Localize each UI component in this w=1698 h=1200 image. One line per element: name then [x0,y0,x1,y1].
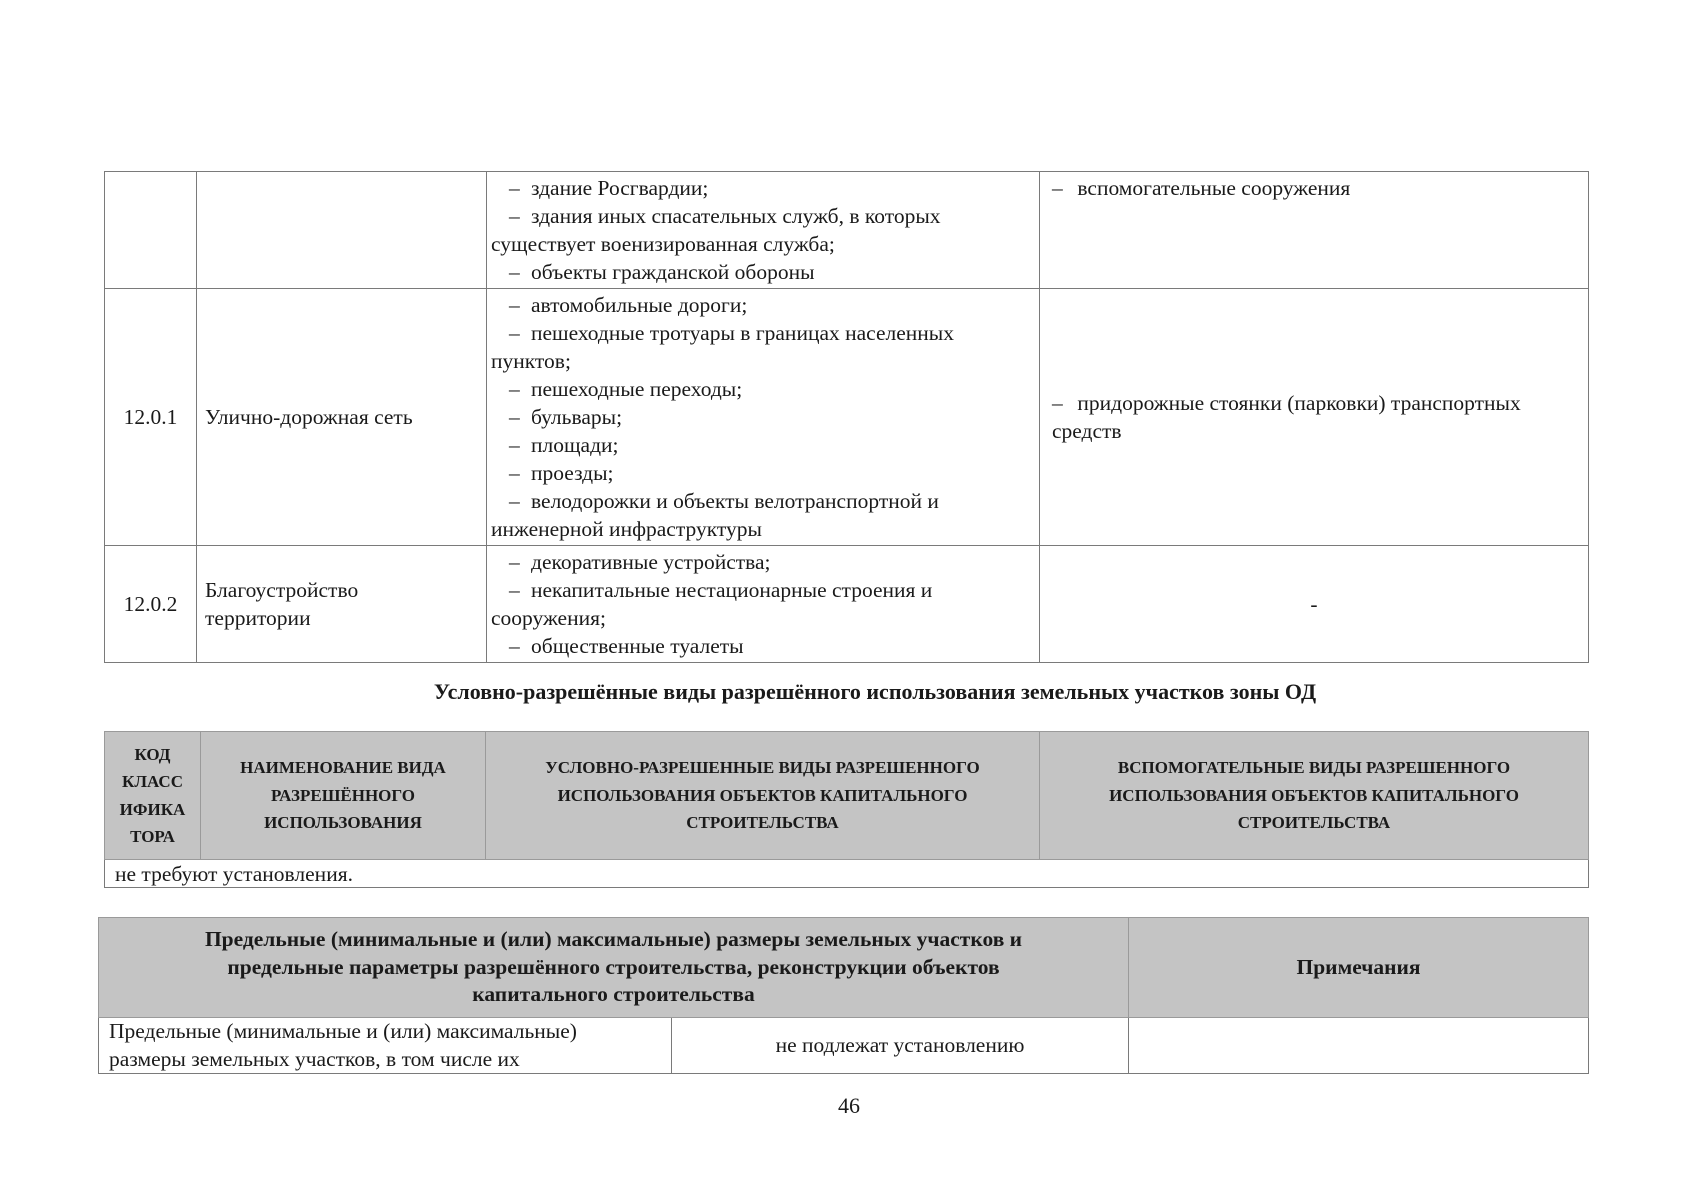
list-item: – здания иных спасательных служб, в которых [509,204,941,228]
table-row [105,172,1589,289]
table-row [105,860,1589,888]
list-item: – автомобильные дороги; [509,293,748,317]
param-cell: Предельные (минимальные и (или) максимальные) размеры земельных участков, в том числе их [99,1018,672,1074]
list-item: пунктов; [491,349,571,373]
name-line: Благоустройство [205,578,359,602]
header-limits: Предельные (минимальные и (или) максимальные) размеры земельных участков и предельные параметры разрешённого строительства, реконструкции объектов капитального строительства [99,918,1129,1018]
aux-uses-cell [1040,289,1589,546]
header-notes: Примечания [1129,918,1589,1018]
name-line: территории [205,606,311,630]
list-item: – бульвары; [509,405,623,429]
aux-uses-cell: - [1040,546,1589,663]
name-cell [197,546,487,663]
aux-uses-cell [1040,172,1589,289]
list-item: – площади; [509,433,619,457]
header-code: КОД КЛАСС ИФИКА ТОРА [105,732,201,860]
conditional-uses-table [104,731,1589,888]
table-row [105,546,1589,663]
land-use-table-continuation [104,171,1589,663]
header-auxiliary-uses: ВСПОМОГАТЕЛЬНЫЕ ВИДЫ РАЗРЕШЕННОГО ИСПОЛЬЗОВАНИЯ ОБЪЕКТОВ КАПИТАЛЬНОГО СТРОИТЕЛЬСТВА [1040,732,1589,860]
list-item: инженерной инфраструктуры [491,517,762,541]
note-cell [1129,1018,1589,1074]
name-cell: Улично-дорожная сеть [197,289,487,546]
table-row [99,1018,1589,1074]
table-row [105,289,1589,546]
main-uses-cell [487,172,1040,289]
page-number: 46 [838,1093,860,1118]
main-uses-cell [487,546,1040,663]
limits-table [98,917,1589,1074]
header-conditional-uses: УСЛОВНО-РАЗРЕШЕННЫЕ ВИДЫ РАЗРЕШЕННОГО ИСПОЛЬЗОВАНИЯ ОБЪЕКТОВ КАПИТАЛЬНОГО СТРОИТЕЛЬСТВА [486,732,1040,860]
section-heading: Условно-разрешённые виды разрешённого использования земельных участков зоны ОД [433,679,1317,704]
list-item: – проезды; [509,461,614,485]
list-item: – общественные туалеты [509,634,744,658]
list-item: – вспомогательные сооружения [1052,176,1351,200]
list-item: – объекты гражданской обороны [509,260,815,284]
list-item: – велодорожки и объекты велотранспортной и [509,489,939,513]
list-item: – пешеходные тротуары в границах населенных [509,321,954,345]
list-item: сооружения; [491,606,606,630]
not-required-note: не требуют установления. [105,860,1589,888]
list-item: – декоративные устройства; [509,550,771,574]
list-item: средств [1052,419,1122,443]
list-item: – некапитальные нестационарные строения и [509,578,933,602]
header-name: НАИМЕНОВАНИЕ ВИДА РАЗРЕШЁННОГО ИСПОЛЬЗОВАНИЯ [201,732,486,860]
main-uses-cell [487,289,1040,546]
list-item: – придорожные стоянки (парковки) транспортных [1052,391,1521,415]
table-header-row [99,918,1589,1018]
list-item: существует военизированная служба; [491,232,835,256]
table-header-row [105,732,1589,860]
code-cell: 12.0.2 [105,546,197,663]
list-item: – пешеходные переходы; [509,377,743,401]
name-cell [197,172,487,289]
code-cell [105,172,197,289]
list-item: – здание Росгвардии; [509,176,709,200]
value-cell: не подлежат установлению [672,1018,1129,1074]
code-cell: 12.0.1 [105,289,197,546]
